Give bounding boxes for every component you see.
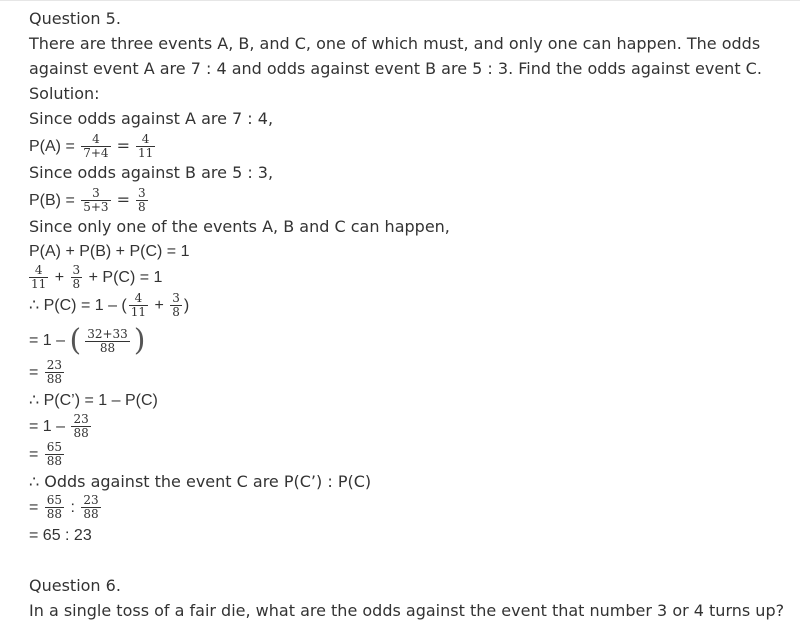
colon: : (66, 499, 80, 516)
question-5-text-line-1: There are three events A, B, and C, one of which must, and only one can happen. The odds (29, 34, 761, 53)
question-6-heading: Question 6. (29, 576, 121, 595)
question-5-text-line-2: against event A are 7 : 4 and odds against event B are 5 : 3. Find the odds against event C. (29, 59, 762, 78)
denominator: 88 (46, 372, 63, 387)
solution-label: Solution: (29, 84, 100, 103)
numerator: 65 (46, 493, 63, 508)
denominator: 7+4 (83, 146, 109, 161)
fraction (170, 292, 182, 319)
equation-rest: + P(C) = 1 (84, 269, 163, 286)
equation-prefix: = (29, 499, 43, 516)
plus-sign: + (50, 269, 69, 286)
fraction (81, 187, 110, 214)
denominator: 5+3 (83, 200, 109, 215)
fraction (81, 494, 100, 521)
fraction (136, 133, 155, 160)
denominator: 88 (99, 340, 116, 355)
fraction (45, 441, 64, 468)
denominator: 88 (73, 426, 89, 441)
equation-line-5: ∴ P(C’) = 1 – P(C) (29, 392, 158, 409)
numerator: 3 (81, 187, 110, 201)
fraction (81, 133, 110, 160)
question-6-text: In a single toss of a fair die, what are the odds against the event that number 3 or 4 turns up? (29, 601, 785, 620)
denominator: 11 (130, 305, 147, 320)
numerator: 23 (83, 493, 99, 508)
fraction (71, 264, 83, 291)
equation-line-3 (29, 323, 146, 359)
equation-prefix: = (29, 446, 43, 463)
equals-sign: = (116, 136, 130, 155)
equation-pa (29, 132, 157, 161)
fraction (45, 359, 64, 386)
step-odds-a: Since odds against A are 7 : 4, (29, 109, 274, 128)
denominator: 88 (83, 507, 99, 522)
denominator: 8 (72, 277, 81, 292)
equation-suffix: ) (183, 297, 190, 314)
fraction (29, 264, 48, 291)
equation-prefix: = (29, 364, 43, 381)
numerator: 4 (136, 133, 155, 147)
pb-lhs: P(B) = (29, 192, 80, 209)
question-5-heading: Question 5. (29, 9, 121, 28)
denominator: 11 (31, 277, 47, 292)
denominator: 8 (172, 305, 180, 320)
numerator: 4 (81, 133, 110, 147)
pa-lhs: P(A) = (29, 138, 80, 155)
equation-line-6 (29, 413, 93, 441)
plus-sign: + (150, 297, 169, 314)
denominator: 88 (46, 507, 63, 522)
equation-prefix: = 1 – (29, 332, 70, 350)
denominator: 88 (46, 454, 63, 469)
equation-line-4 (29, 359, 66, 387)
equation-prefix: = 1 – (29, 418, 70, 435)
equation-line-9 (29, 494, 103, 522)
denominator: 11 (137, 146, 154, 161)
numerator: 32+33 (87, 326, 128, 341)
numerator: 65 (46, 440, 63, 455)
step-odds-b: Since odds against B are 5 : 3, (29, 163, 274, 182)
odds-against-c-statement: ∴ Odds against the event C are P(C’) : P(C) (29, 472, 372, 491)
close-paren: ) (133, 323, 146, 358)
numerator: 4 (29, 264, 48, 278)
fraction (129, 292, 148, 319)
fraction (136, 187, 148, 214)
fraction (45, 494, 64, 521)
equation-line-7 (29, 441, 66, 469)
equation-line-1 (29, 264, 162, 292)
equation-line-2 (29, 292, 189, 320)
fraction (85, 328, 130, 355)
numerator: 23 (73, 412, 89, 427)
equation-prefix: ∴ P(C) = 1 – ( (29, 297, 127, 314)
equation-sum: P(A) + P(B) + P(C) = 1 (29, 243, 190, 260)
numerator: 23 (46, 358, 63, 373)
denominator: 8 (137, 200, 146, 215)
numerator: 3 (172, 291, 180, 306)
fraction (71, 413, 90, 440)
numerator: 4 (129, 292, 148, 306)
equation-pb (29, 186, 150, 215)
open-paren: ( (69, 323, 82, 358)
numerator: 3 (72, 263, 81, 278)
numerator: 3 (137, 186, 146, 201)
step-only-one: Since only one of the events A, B and C can happen, (29, 217, 450, 236)
final-answer: = 65 : 23 (29, 527, 92, 544)
equals-sign: = (116, 190, 130, 209)
